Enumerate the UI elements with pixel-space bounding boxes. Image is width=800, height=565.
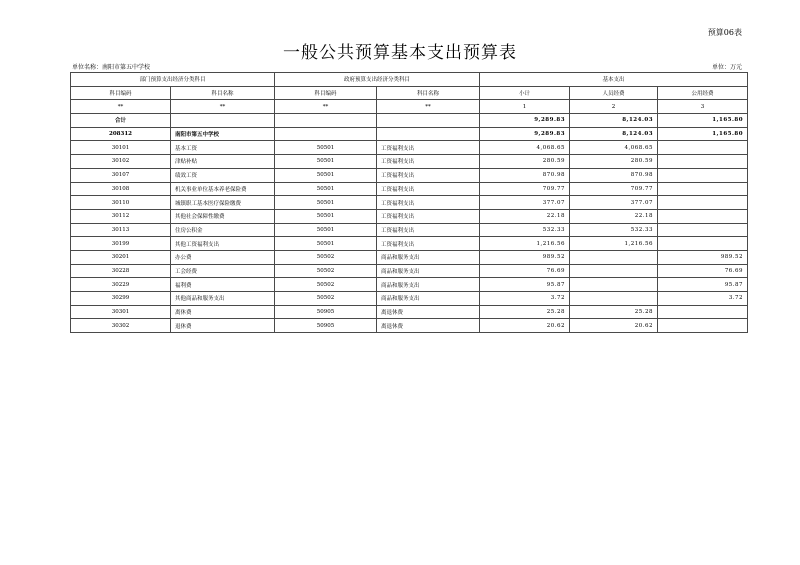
cell-code: 30201 bbox=[71, 250, 171, 264]
cell-gname: 工资福利支出 bbox=[377, 237, 480, 251]
table-row bbox=[71, 168, 748, 182]
cell-subtotal: 989.52 bbox=[480, 250, 570, 264]
cell-gname: 离退休费 bbox=[377, 305, 480, 319]
cell-code: 30302 bbox=[71, 319, 171, 333]
col-header-gov-name: 科目名称 bbox=[377, 86, 480, 100]
cell-gname: 工资福利支出 bbox=[377, 196, 480, 210]
col-header-gov-code: 科目编码 bbox=[275, 86, 377, 100]
cell-code: 30113 bbox=[71, 223, 171, 237]
cell-public: 76.69 bbox=[658, 264, 748, 278]
table-row bbox=[71, 196, 748, 210]
budget-table bbox=[70, 72, 748, 333]
cell-public bbox=[658, 196, 748, 210]
cell-gcode: 50905 bbox=[275, 319, 377, 333]
currency-unit: 单位：万元 bbox=[711, 64, 742, 71]
cell-gcode: 50501 bbox=[275, 182, 377, 196]
table-row bbox=[71, 292, 748, 306]
empty-cell bbox=[171, 114, 275, 128]
empty-cell bbox=[275, 114, 377, 128]
col-header-name: 科目名称 bbox=[171, 86, 275, 100]
cell-code: 30112 bbox=[71, 209, 171, 223]
cell-name: 其他社会保障性缴费 bbox=[171, 209, 275, 223]
cell-personnel: 377.07 bbox=[570, 196, 658, 210]
org-public: 1,165.80 bbox=[658, 127, 748, 141]
cell-name: 绩效工资 bbox=[171, 168, 275, 182]
table-row bbox=[71, 264, 748, 278]
cell-subtotal: 532.33 bbox=[480, 223, 570, 237]
cell-public bbox=[658, 155, 748, 169]
cell-gcode: 50501 bbox=[275, 168, 377, 182]
empty-cell bbox=[275, 127, 377, 141]
cell-gcode: 50502 bbox=[275, 278, 377, 292]
col-header-code: 科目编码 bbox=[71, 86, 171, 100]
cell-gname: 离退休费 bbox=[377, 319, 480, 333]
cell-name: 福利费 bbox=[171, 278, 275, 292]
cell-personnel: 22.18 bbox=[570, 209, 658, 223]
org-code: 208312 bbox=[71, 127, 171, 141]
cell-gcode: 50501 bbox=[275, 223, 377, 237]
index-cell: ** bbox=[377, 100, 480, 114]
cell-personnel: 25.28 bbox=[570, 305, 658, 319]
table-row bbox=[71, 305, 748, 319]
cell-name: 其他工资福利支出 bbox=[171, 237, 275, 251]
cell-subtotal: 76.69 bbox=[480, 264, 570, 278]
cell-code: 30107 bbox=[71, 168, 171, 182]
cell-gname: 商品和服务支出 bbox=[377, 292, 480, 306]
cell-public bbox=[658, 182, 748, 196]
cell-personnel: 709.77 bbox=[570, 182, 658, 196]
cell-subtotal: 709.77 bbox=[480, 182, 570, 196]
cell-gname: 工资福利支出 bbox=[377, 141, 480, 155]
cell-code: 30301 bbox=[71, 305, 171, 319]
cell-gname: 工资福利支出 bbox=[377, 182, 480, 196]
org-subtotal: 9,289.83 bbox=[480, 127, 570, 141]
cell-subtotal: 280.59 bbox=[480, 155, 570, 169]
cell-name: 基本工资 bbox=[171, 141, 275, 155]
table-row bbox=[71, 237, 748, 251]
cell-public bbox=[658, 168, 748, 182]
cell-gcode: 50502 bbox=[275, 292, 377, 306]
cell-name: 住房公积金 bbox=[171, 223, 275, 237]
cell-code: 30229 bbox=[71, 278, 171, 292]
table-row bbox=[71, 223, 748, 237]
cell-subtotal: 3.72 bbox=[480, 292, 570, 306]
table-row bbox=[71, 182, 748, 196]
table-row bbox=[71, 209, 748, 223]
cell-gname: 商品和服务支出 bbox=[377, 250, 480, 264]
cell-gcode: 50501 bbox=[275, 141, 377, 155]
cell-public: 989.52 bbox=[658, 250, 748, 264]
cell-name: 办公费 bbox=[171, 250, 275, 264]
cell-gname: 商品和服务支出 bbox=[377, 264, 480, 278]
cell-code: 30101 bbox=[71, 141, 171, 155]
cell-public bbox=[658, 209, 748, 223]
cell-subtotal: 1,216.56 bbox=[480, 237, 570, 251]
cell-gcode: 50502 bbox=[275, 264, 377, 278]
index-row bbox=[71, 100, 748, 114]
cell-personnel: 870.98 bbox=[570, 168, 658, 182]
col-header-subtotal: 小计 bbox=[480, 86, 570, 100]
cell-name: 城镇职工基本医疗保险缴费 bbox=[171, 196, 275, 210]
cell-subtotal: 4,068.65 bbox=[480, 141, 570, 155]
table-row bbox=[71, 250, 748, 264]
cell-gname: 工资福利支出 bbox=[377, 209, 480, 223]
cell-gname: 工资福利支出 bbox=[377, 155, 480, 169]
cell-code: 30102 bbox=[71, 155, 171, 169]
cell-gcode: 50501 bbox=[275, 155, 377, 169]
column-header-row bbox=[71, 86, 748, 100]
cell-name: 离休费 bbox=[171, 305, 275, 319]
cell-public bbox=[658, 223, 748, 237]
cell-gcode: 50501 bbox=[275, 196, 377, 210]
cell-public: 95.87 bbox=[658, 278, 748, 292]
cell-personnel bbox=[570, 264, 658, 278]
page-title: 一般公共预算基本支出预算表 bbox=[283, 43, 517, 63]
cell-name: 退休费 bbox=[171, 319, 275, 333]
group-gov-header: 政府预算支出经济分类科目 bbox=[275, 73, 480, 87]
form-number: 预算06表 bbox=[707, 28, 742, 37]
cell-gname: 商品和服务支出 bbox=[377, 278, 480, 292]
cell-code: 30228 bbox=[71, 264, 171, 278]
cell-subtotal: 22.18 bbox=[480, 209, 570, 223]
index-cell: ** bbox=[71, 100, 171, 114]
cell-gname: 工资福利支出 bbox=[377, 168, 480, 182]
cell-personnel: 20.62 bbox=[570, 319, 658, 333]
cell-public: 3.72 bbox=[658, 292, 748, 306]
cell-name: 工会经费 bbox=[171, 264, 275, 278]
total-personnel: 8,124.03 bbox=[570, 114, 658, 128]
cell-public bbox=[658, 141, 748, 155]
cell-subtotal: 377.07 bbox=[480, 196, 570, 210]
table-row bbox=[71, 141, 748, 155]
total-row bbox=[71, 114, 748, 128]
cell-gcode: 50501 bbox=[275, 237, 377, 251]
cell-personnel: 1,216.56 bbox=[570, 237, 658, 251]
cell-subtotal: 95.87 bbox=[480, 278, 570, 292]
index-cell: ** bbox=[171, 100, 275, 114]
cell-personnel: 280.59 bbox=[570, 155, 658, 169]
table-row bbox=[71, 319, 748, 333]
cell-gname: 工资福利支出 bbox=[377, 223, 480, 237]
cell-gcode: 50502 bbox=[275, 250, 377, 264]
index-cell: 2 bbox=[570, 100, 658, 114]
table-row bbox=[71, 155, 748, 169]
empty-cell bbox=[377, 114, 480, 128]
cell-subtotal: 870.98 bbox=[480, 168, 570, 182]
cell-name: 机关事业单位基本养老保险费 bbox=[171, 182, 275, 196]
cell-gcode: 50905 bbox=[275, 305, 377, 319]
total-label: 合计 bbox=[71, 114, 171, 128]
group-header-row bbox=[71, 73, 748, 87]
cell-personnel bbox=[570, 278, 658, 292]
col-header-personnel: 人员经费 bbox=[570, 86, 658, 100]
org-personnel: 8,124.03 bbox=[570, 127, 658, 141]
index-cell: ** bbox=[275, 100, 377, 114]
cell-code: 30110 bbox=[71, 196, 171, 210]
cell-public bbox=[658, 237, 748, 251]
cell-code: 30199 bbox=[71, 237, 171, 251]
cell-subtotal: 20.62 bbox=[480, 319, 570, 333]
org-row bbox=[71, 127, 748, 141]
cell-public bbox=[658, 319, 748, 333]
cell-name: 津贴补贴 bbox=[171, 155, 275, 169]
cell-name: 其他商品和服务支出 bbox=[171, 292, 275, 306]
unit-name: 单位名称：南阳市第五中学校 bbox=[72, 64, 151, 71]
cell-subtotal: 25.28 bbox=[480, 305, 570, 319]
index-cell: 1 bbox=[480, 100, 570, 114]
cell-gcode: 50501 bbox=[275, 209, 377, 223]
org-name: 南阳市第五中学校 bbox=[171, 127, 275, 141]
cell-personnel: 4,068.65 bbox=[570, 141, 658, 155]
index-cell: 3 bbox=[658, 100, 748, 114]
cell-public bbox=[658, 305, 748, 319]
cell-code: 30299 bbox=[71, 292, 171, 306]
cell-personnel: 532.33 bbox=[570, 223, 658, 237]
cell-personnel bbox=[570, 250, 658, 264]
empty-cell bbox=[377, 127, 480, 141]
group-dept-header: 部门预算支出经济分类科目 bbox=[71, 73, 275, 87]
total-public: 1,165.80 bbox=[658, 114, 748, 128]
group-basic-header: 基本支出 bbox=[480, 73, 748, 87]
table-row bbox=[71, 278, 748, 292]
cell-personnel bbox=[570, 292, 658, 306]
col-header-public: 公用经费 bbox=[658, 86, 748, 100]
total-subtotal: 9,289.83 bbox=[480, 114, 570, 128]
cell-code: 30108 bbox=[71, 182, 171, 196]
